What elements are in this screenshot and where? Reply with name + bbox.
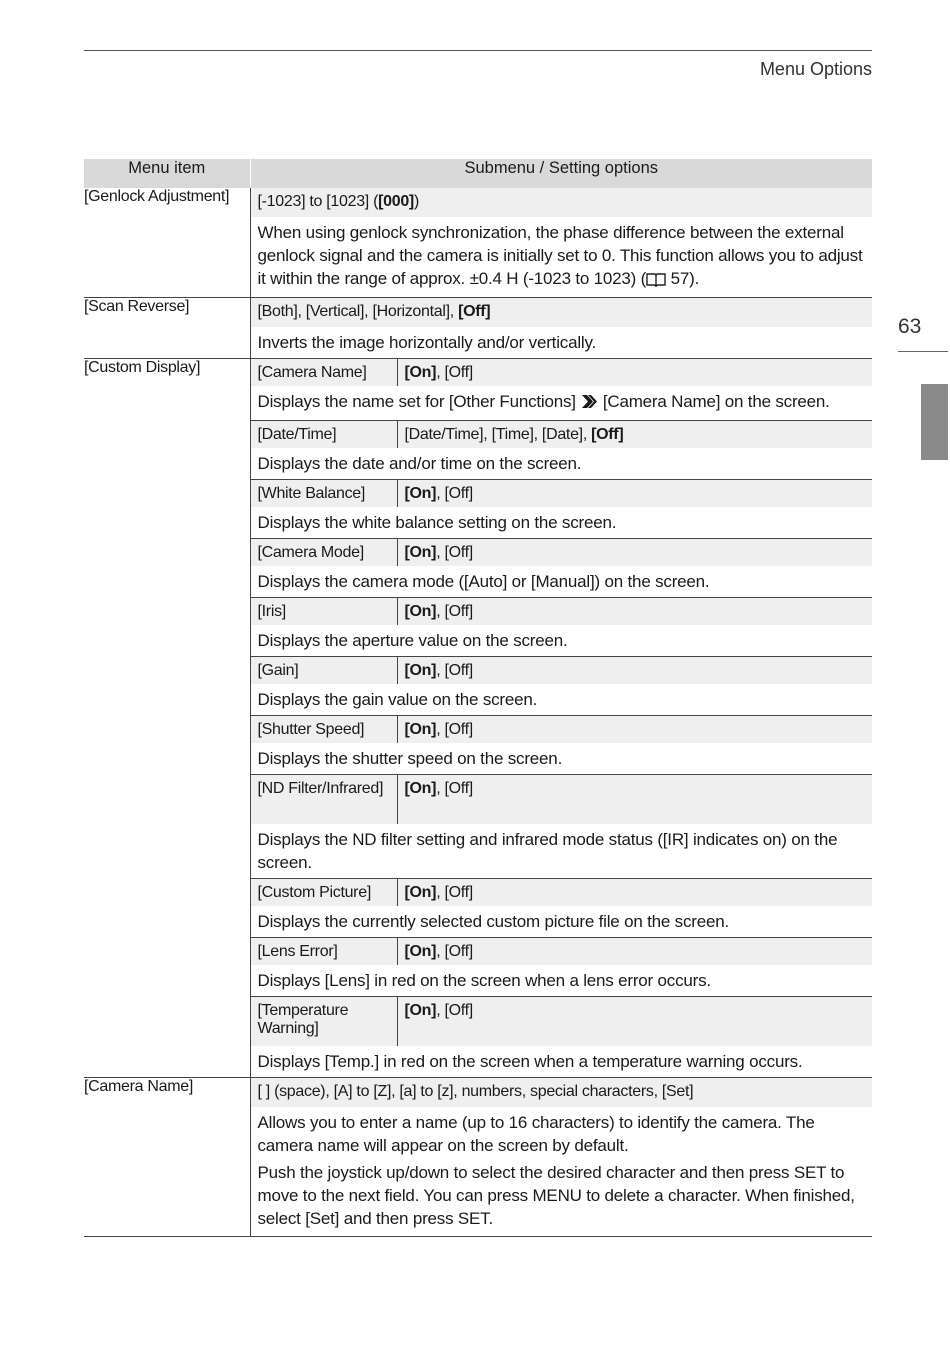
col-header-item: Menu item	[84, 159, 250, 188]
sub-name: [Camera Mode]	[251, 539, 398, 566]
sub-row-custom-picture	[251, 878, 873, 906]
sub-value: [On], [Off]	[404, 943, 473, 960]
sub-name: [ND Filter/Infrared]	[251, 775, 398, 824]
sub-row-nd-filter	[251, 774, 873, 824]
sub-desc-camera-name: Displays the name set for [Other Functions] [Camera Name] on the screen.	[251, 386, 873, 420]
sub-value: [On], [Off]	[404, 662, 473, 679]
sub-row-shutter-speed	[251, 715, 873, 743]
sub-desc-temperature-warning: Displays [Temp.] in red on the screen when a temperature warning occurs.	[257, 1052, 803, 1071]
sub-name: [Gain]	[251, 657, 398, 684]
table-row-genlock	[84, 188, 872, 298]
sub-value: [On], [Off]	[404, 603, 473, 620]
section-title: Menu Options	[759, 59, 872, 79]
sub-row-camera-mode	[251, 538, 873, 566]
sub-desc-custom-picture: Displays the currently selected custom picture file on the screen.	[257, 912, 730, 931]
options-camera-name: [ ] (space), [A] to [Z], [a] to [z], numbers, special characters, [Set]	[251, 1078, 873, 1107]
table-row-scan-reverse	[84, 298, 872, 359]
table-row-camera-name	[84, 1078, 872, 1237]
sub-name: [Shutter Speed]	[251, 716, 398, 743]
sub-name: [Custom Picture]	[251, 879, 398, 906]
desc-camera-name-1: Allows you to enter a name (up to 16 characters) to identify the camera. The camera name will appear on the screen by default.	[257, 1113, 815, 1155]
sub-value: [On], [Off]	[404, 721, 473, 738]
sub-value: [Date/Time], [Time], [Date], [Off]	[404, 426, 624, 443]
sub-name: [Camera Name]	[251, 359, 398, 386]
col-header-options: Submenu / Setting options	[250, 159, 872, 188]
sub-row-iris	[251, 597, 873, 625]
sub-row-lens-error	[251, 937, 873, 965]
options-genlock: [-1023] to [1023] ([000])	[251, 188, 873, 217]
sub-row-temperature-warning	[251, 996, 873, 1046]
sub-name: [Lens Error]	[251, 938, 398, 965]
top-rule	[84, 50, 872, 51]
chapter-tab	[921, 384, 948, 460]
book-icon	[646, 270, 666, 293]
sub-row-date-time	[251, 420, 873, 448]
sub-desc-iris: Displays the aperture value on the screen.	[257, 631, 568, 650]
sub-value: [On], [Off]	[404, 544, 473, 561]
sub-name: [White Balance]	[251, 480, 398, 507]
sub-desc-lens-error: Displays [Lens] in red on the screen when a lens error occurs.	[257, 971, 711, 990]
sub-row-gain	[251, 656, 873, 684]
menu-item-scan-reverse: [Scan Reverse]	[84, 298, 250, 359]
sub-value: [On], [Off]	[404, 485, 473, 502]
sub-row-camera-name	[251, 359, 873, 386]
sub-value: [On], [Off]	[404, 780, 473, 797]
sub-value: [On], [Off]	[404, 364, 473, 381]
sub-desc-white-balance: Displays the white balance setting on the screen.	[257, 513, 617, 532]
menu-item-custom-display: [Custom Display]	[84, 359, 250, 1078]
sub-value: [On], [Off]	[404, 1002, 473, 1019]
sub-desc-shutter-speed: Displays the shutter speed on the screen.	[257, 749, 563, 768]
sub-row-white-balance	[251, 479, 873, 507]
table-row-custom-display	[84, 359, 872, 1078]
sub-desc-camera-mode: Displays the camera mode ([Auto] or [Manual]) on the screen.	[257, 572, 710, 591]
double-chevron-right-icon	[580, 393, 598, 416]
options-scan-reverse: [Both], [Vertical], [Horizontal], [Off]	[251, 298, 873, 327]
sub-desc-gain: Displays the gain value on the screen.	[257, 690, 538, 709]
page-number-rule	[898, 351, 948, 352]
page-number: 63	[898, 315, 922, 338]
sub-name: [Temperature Warning]	[251, 997, 398, 1046]
sub-desc-nd-filter: Displays the ND filter setting and infrared mode status ([IR] indicates on) on the screen.	[257, 830, 838, 872]
sub-name: [Iris]	[251, 598, 398, 625]
menu-item-camera-name: [Camera Name]	[84, 1078, 250, 1237]
menu-item-genlock: [Genlock Adjustment]	[84, 188, 250, 298]
sub-desc-date-time: Displays the date and/or time on the screen.	[257, 454, 582, 473]
sub-name: [Date/Time]	[251, 421, 398, 448]
desc-genlock: When using genlock synchronization, the phase difference between the external genlock signal and the camera is initially set to 0. This function allows you to adjust it within the range of approx. ±0.4 H (-1023 to 1023) ( 57).	[251, 217, 873, 297]
sub-value: [On], [Off]	[404, 884, 473, 901]
desc-camera-name-2: Push the joystick up/down to select the desired character and then press SET to move to the next field. You can press MENU to delete a character. When finished, select [Set] and then press SET.	[257, 1163, 855, 1228]
desc-scan-reverse: Inverts the image horizontally and/or vertically.	[257, 333, 597, 352]
menu-options-table	[84, 159, 872, 1237]
